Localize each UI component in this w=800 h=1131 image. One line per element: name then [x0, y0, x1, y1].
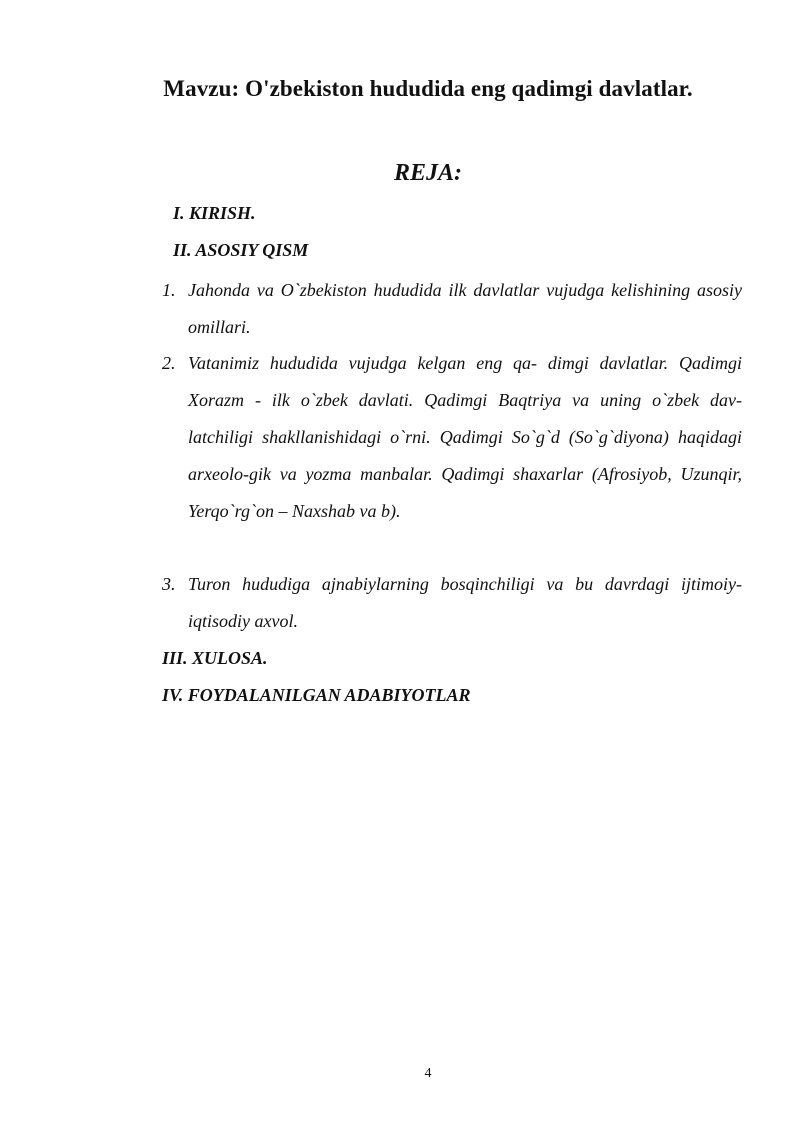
plan-item-text: Vatanimiz hududida vujudga kelgan eng qa- dimgi davlatlar. Qadimgi Xorazm - ilk o`zbek davlati. Qadimgi Baqtriya va uning o`zbek dav-latchiligi shakllanishidagi o`rni. Qadimgi So`g`d (So`g`diyona) haqidagi arxeolo-gik va yozma manbalar. Qadimgi shaxarlar (Afrosiyob, Uzunqir, Yerqo`rg`on – Naxshab va b). — [188, 353, 742, 521]
page-number: 4 — [424, 1066, 432, 1081]
section-intro: I. KIRISH. — [173, 203, 256, 223]
plan-item-number: 3. — [162, 574, 176, 594]
plan-item-text: Turon hududiga ajnabiylarning bosqinchiligi va bu davrdagi ijtimoiy-iqtisodiy axvol. — [188, 574, 742, 631]
plan-item-1 — [162, 272, 742, 346]
section-references: IV. FOYDALANILGAN ADABIYOTLAR — [162, 685, 471, 705]
plan-heading: REJA: — [393, 160, 462, 186]
section-conclusion: III. XULOSA. — [162, 648, 268, 668]
plan-item-2 — [162, 345, 742, 530]
plan-item-number: 1. — [162, 280, 176, 300]
plan-item-number: 2. — [162, 353, 176, 373]
document-title: Mavzu: O'zbekiston hududida eng qadimgi davlatlar. — [163, 76, 693, 101]
plan-item-text: Jahonda va O`zbekiston hududida ilk davlatlar vujudga kelishining asosiy omillari. — [188, 280, 742, 337]
plan-item-3 — [162, 566, 742, 640]
section-main: II. ASOSIY QISM — [173, 240, 309, 260]
